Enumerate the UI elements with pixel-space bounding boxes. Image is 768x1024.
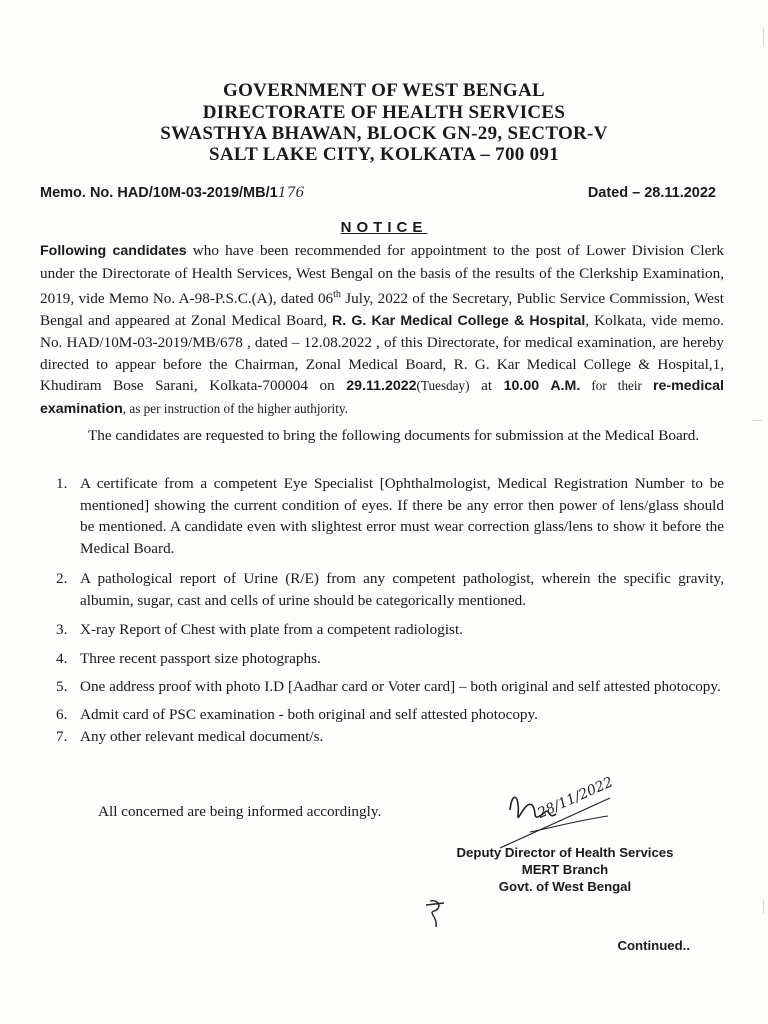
signatory-title: Deputy Director of Health Services: [456, 845, 674, 860]
para-text-a: who have been recommended for appointment to the post of Lower Division Clerk under the Directorate of Health Services, West Bengal on the basis of the results of the Clerkship Examination, 2019, vide Memo No. A-98-P.S.C.(A), dated 06: [40, 242, 724, 308]
continued-note: Continued..: [617, 938, 690, 953]
signatory-govt: Govt. of West Bengal: [498, 879, 632, 894]
initial-scribble: [422, 895, 452, 931]
para-text-b: July, 2022 of the Secretary, Public Service Commission, West Bengal and appeared at Zonal Medical Board,: [40, 290, 724, 329]
exam-date-bold: 29.11.2022: [346, 378, 417, 395]
list-item: [40, 726, 724, 748]
memo-row: [40, 185, 716, 201]
list-text: Three recent passport size photographs.: [80, 649, 321, 667]
header-govt: GOVERNMENT OF WEST BENGAL: [223, 80, 545, 101]
para-text-d: at: [469, 377, 504, 395]
list-item: [40, 704, 724, 726]
list-text: A pathological report of Urine (R/E) from any competent pathologist, wherein the specific gravity, albumin, sugar, cast and cells of urine should be categorically mentioned.: [80, 570, 724, 609]
ordinal-sup: th: [333, 289, 341, 300]
header-directorate: DIRECTORATE OF HEALTH SERVICES: [202, 102, 566, 123]
list-number: 1.: [56, 475, 68, 492]
para-text-f: , as per instruction of the higher authjority.: [122, 400, 348, 416]
scan-edge-mark: [752, 420, 762, 421]
list-text: Admit card of PSC examination - both original and self attested photocopy.: [80, 705, 538, 723]
exam-day: (Tuesday): [416, 378, 470, 394]
list-text: A certificate from a competent Eye Specialist [Ophthalmologist, Medical Registration Number to be mentioned] showing the current condition of eyes. If there be any error then power of lens/glass should be mentioned. A candidate even with slightest error must wear correction glass/lens to show it before the Medical Board.: [80, 475, 724, 557]
paragraph-instructions: The candidates are requested to bring the following documents for submission at the Medical Board.: [88, 427, 700, 444]
list-number: 7.: [56, 728, 68, 745]
header-address: SWASTHYA BHAWAN, BLOCK GN-29, SECTOR-V: [160, 123, 608, 144]
notice-title: NOTICE: [340, 219, 428, 236]
documents-list: [40, 473, 724, 748]
header-city: SALT LAKE CITY, KOLKATA – 700 091: [208, 144, 560, 165]
signature-date: 28/11/2022: [535, 774, 616, 822]
list-item: [40, 676, 724, 698]
list-number: 5.: [56, 678, 68, 695]
hospital-bold: R. G. Kar Medical College & Hospital: [332, 312, 586, 329]
para-text-c: , Kolkata, vide memo. No. HAD/10M-03-2019/MB/678 , dated – 12.08.2022 , of this Directorate, for medical examination, are hereby directed to appear before the Chairman, Zonal Medical Board, R. G. Kar Medical College & Hospital,1, Khudiram Bose Sarani, Kolkata-700004 on: [40, 311, 725, 395]
remedical-bold: re-medical examination: [40, 378, 724, 417]
list-text: One address proof with photo I.D [Aadhar card or Voter card] – both original and self attested photocopy.: [80, 678, 721, 695]
exam-time-bold: 10.00 A.M.: [503, 378, 581, 395]
scan-edge-mark: [763, 900, 764, 914]
list-item: [40, 568, 724, 611]
memo-number-handwritten: 176: [277, 185, 305, 201]
paragraph-main: [40, 240, 724, 420]
memo-number: Memo. No. HAD/10M-03-2019/MB/1: [40, 185, 278, 201]
list-text: Any other relevant medical document/s.: [80, 728, 324, 745]
list-number: 3.: [56, 621, 68, 638]
list-number: 6.: [56, 705, 68, 723]
list-number: 2.: [56, 570, 68, 587]
signature-block: [430, 844, 700, 895]
lead-bold: Following candidates: [40, 243, 187, 259]
list-number: 4.: [56, 649, 68, 667]
scan-edge-mark: [763, 28, 764, 46]
list-item: [40, 473, 724, 559]
list-item: [40, 648, 724, 670]
list-item: [40, 619, 724, 641]
para-text-e: for their: [580, 378, 654, 394]
closing-line: All concerned are being informed accordingly.: [98, 803, 382, 820]
signatory-branch: MERT Branch: [521, 862, 609, 877]
memo-date: Dated – 28.11.2022: [587, 185, 716, 201]
list-text: X-ray Report of Chest with plate from a competent radiologist.: [80, 621, 463, 638]
